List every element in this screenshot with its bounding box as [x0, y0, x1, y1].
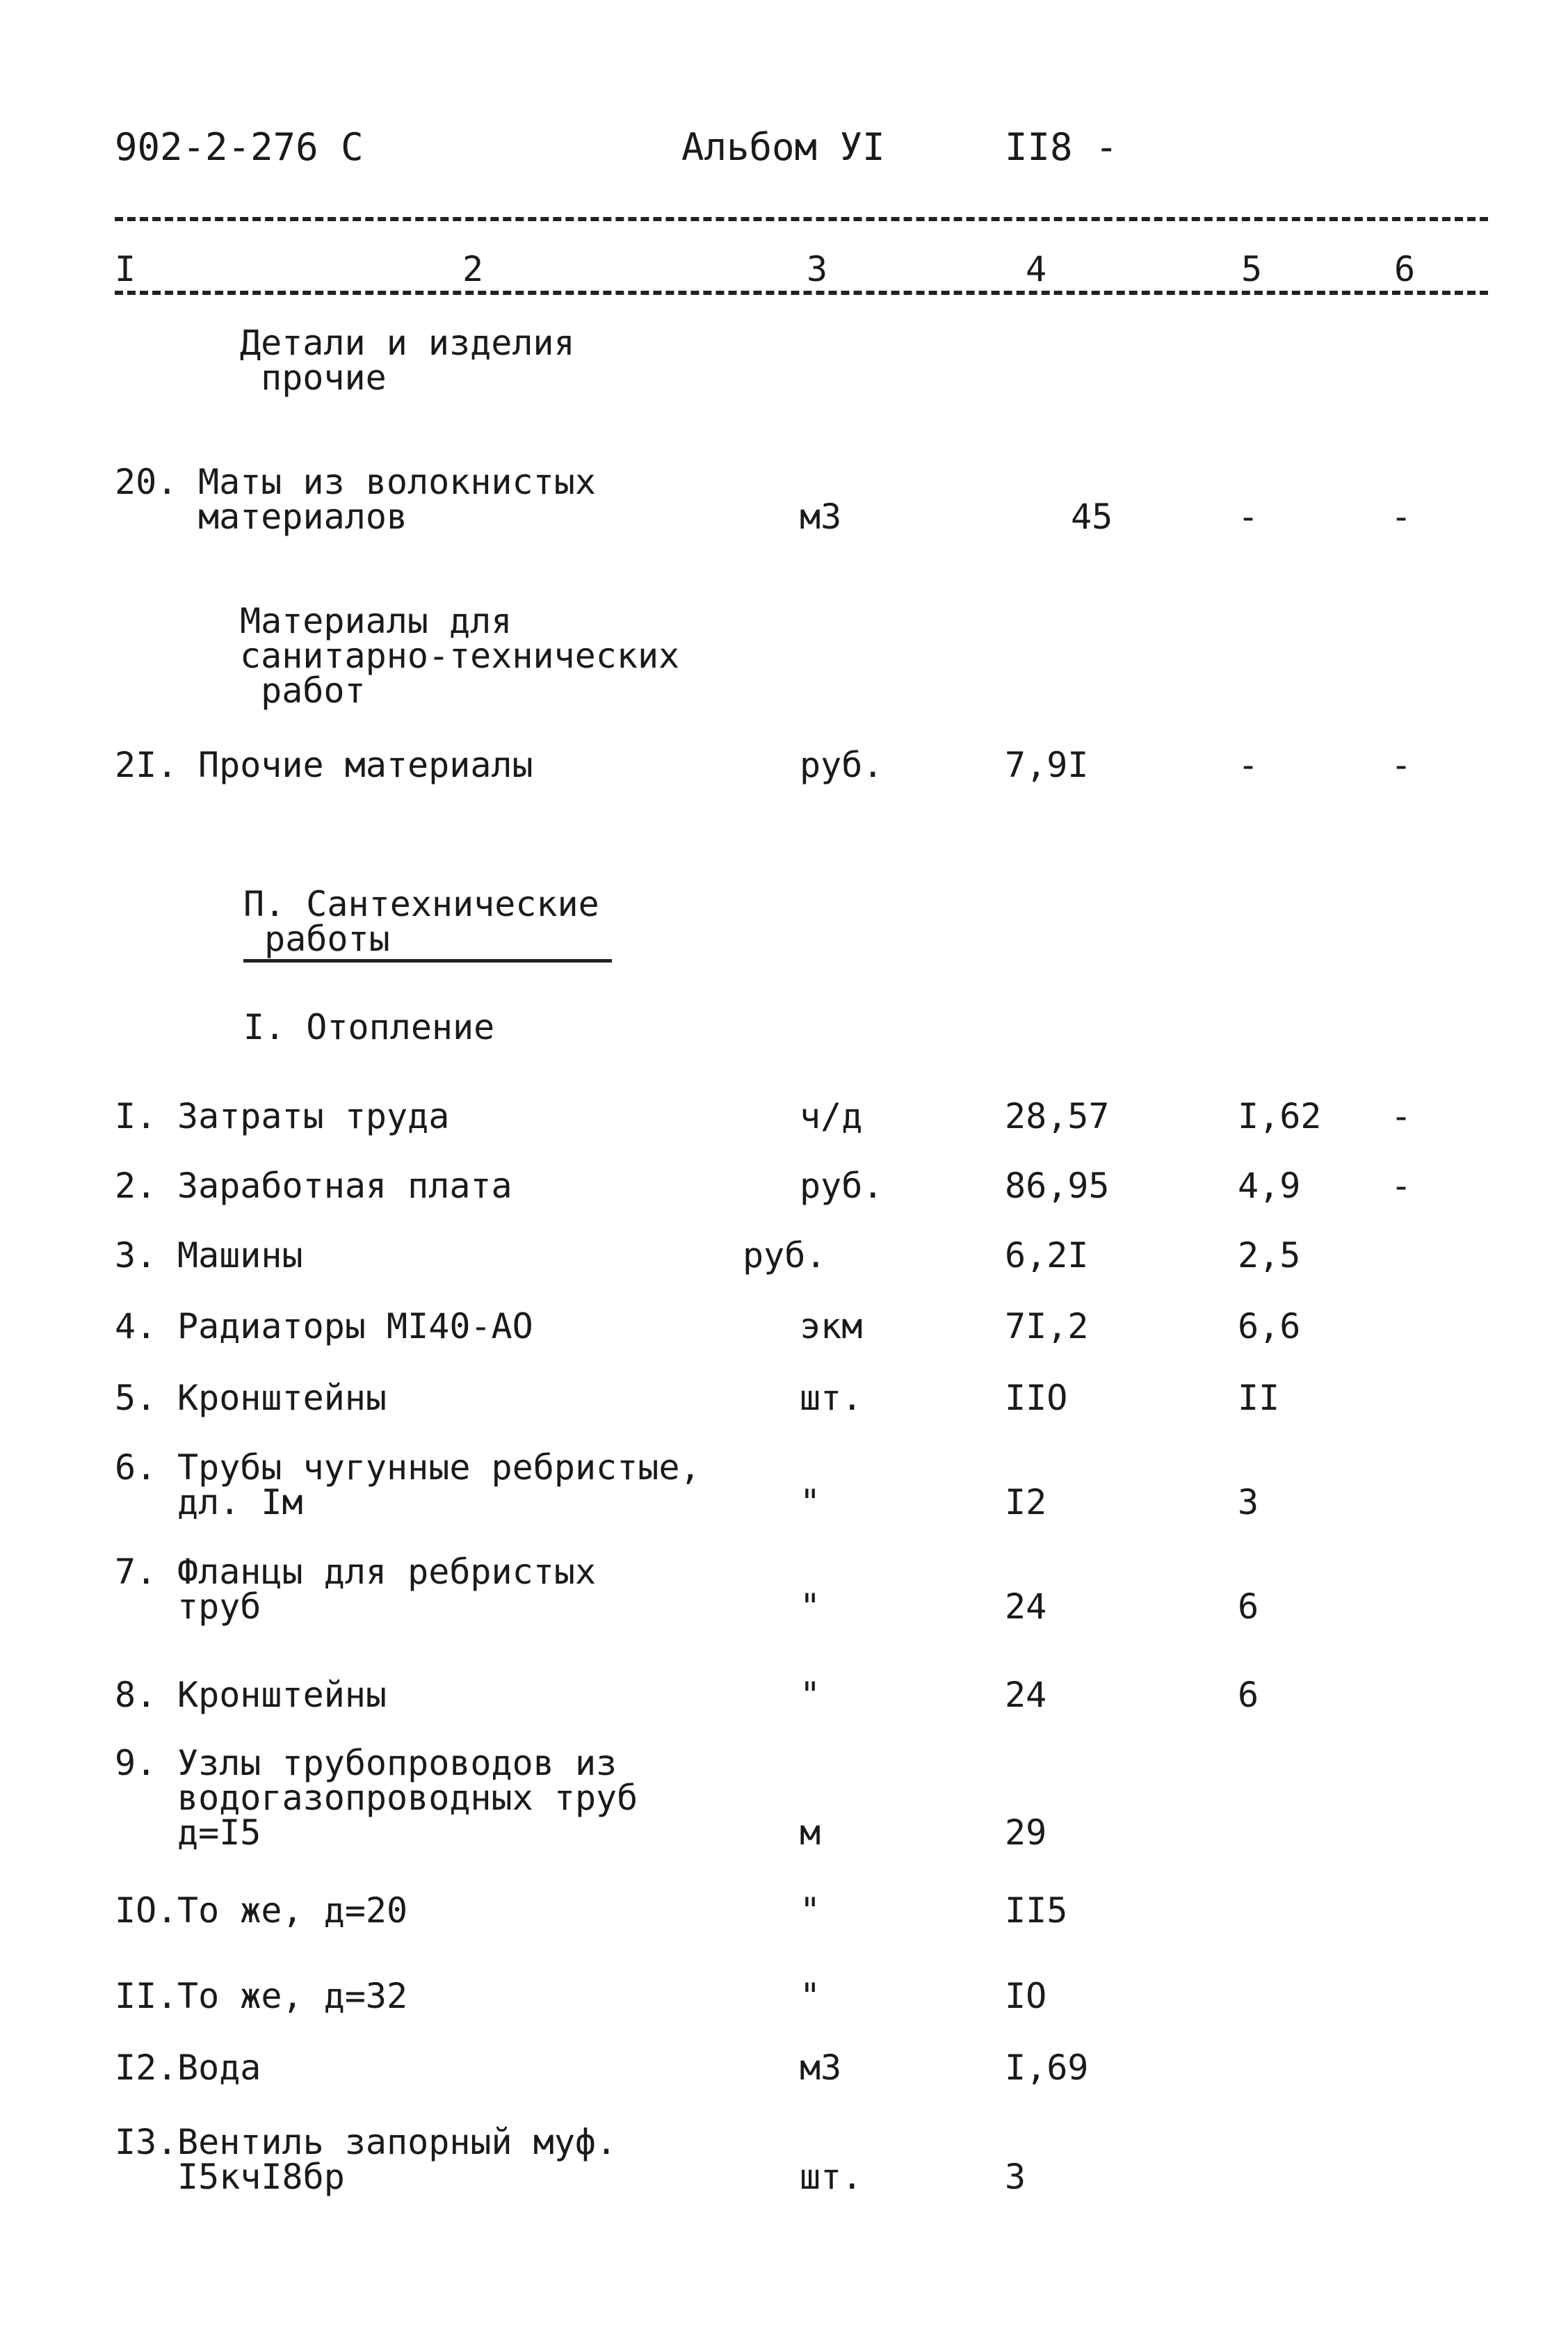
- column-number: 3: [807, 249, 828, 289]
- row-col4: 45: [1071, 497, 1113, 537]
- row-col4: II5: [1005, 1890, 1068, 1931]
- row-col4: 7I,2: [1005, 1306, 1089, 1346]
- row-number: I.: [115, 1096, 157, 1136]
- row-unit: руб.: [800, 745, 884, 785]
- row-col4: IО: [1005, 1976, 1047, 2016]
- row-number: 4.: [115, 1306, 157, 1346]
- row-col5: 6: [1238, 1675, 1259, 1715]
- row-unit: руб.: [743, 1235, 827, 1276]
- page-number: II8 -: [1005, 125, 1118, 169]
- section-heading-materials: Материалы для санитарно-технических работ: [240, 601, 680, 711]
- column-number: 6: [1394, 249, 1416, 289]
- row-unit: м: [800, 1812, 821, 1853]
- row-col5: 2,5: [1238, 1235, 1301, 1276]
- document-code: 902-2-276 С: [115, 125, 364, 169]
- row-unit: шт.: [800, 1378, 863, 1418]
- row-col5: 3: [1238, 1482, 1259, 1522]
- row-unit: м3: [800, 2048, 842, 2088]
- row-name: Вода: [177, 2048, 261, 2088]
- row-number: 5.: [115, 1378, 157, 1418]
- row-unit: ": [800, 1890, 821, 1931]
- row-name: То же, д=32: [177, 1976, 408, 2016]
- row-number: 9.: [115, 1743, 157, 1783]
- row-name: Прочие материалы: [198, 745, 533, 785]
- row-name: Маты из волокнистых материалов: [198, 462, 596, 537]
- row-unit: м3: [800, 497, 842, 537]
- row-name: Трубы чугунные ребристые, дл. Iм: [177, 1447, 701, 1522]
- row-unit: ": [800, 1675, 821, 1715]
- row-number: 7.: [115, 1552, 157, 1592]
- column-numbers-underline: [115, 291, 1488, 295]
- row-col4: 7,9I: [1005, 745, 1089, 785]
- section-heading-sanitary: П. Сантехнические работы: [243, 887, 612, 963]
- row-col4: I2: [1005, 1482, 1047, 1522]
- row-col5: 4,9: [1238, 1166, 1301, 1206]
- row-number: II.: [115, 1976, 178, 2016]
- row-col5: I,62: [1238, 1096, 1322, 1136]
- row-col5: II: [1238, 1378, 1280, 1418]
- row-number: I3.: [115, 2122, 178, 2162]
- row-number: IО.: [115, 1890, 178, 1931]
- row-number: 3.: [115, 1235, 157, 1276]
- row-name: Узлы трубопроводов из водогазопроводных труб д=I5: [177, 1743, 638, 1853]
- row-col4: IIО: [1005, 1378, 1068, 1418]
- row-col5: -: [1238, 745, 1259, 785]
- column-number: 4: [1026, 249, 1047, 289]
- row-name: Затраты труда: [177, 1096, 450, 1136]
- row-col6: -: [1391, 1096, 1412, 1136]
- row-col6: -: [1391, 497, 1412, 537]
- subsection-heading-heating: I. Отопление: [243, 1007, 495, 1047]
- row-unit: ": [800, 1586, 821, 1627]
- header-divider: [115, 217, 1488, 221]
- column-number: I: [115, 249, 136, 289]
- row-col4: 3: [1005, 2157, 1026, 2197]
- row-col4: 28,57: [1005, 1096, 1110, 1136]
- row-col5: 6,6: [1238, 1306, 1301, 1346]
- row-unit: шт.: [800, 2157, 863, 2197]
- row-unit: ч/д: [800, 1096, 863, 1136]
- row-number: 6.: [115, 1447, 157, 1488]
- row-col6: -: [1391, 745, 1412, 785]
- row-name: То же, д=20: [177, 1890, 408, 1931]
- row-name: Фланцы для ребристых труб: [177, 1552, 597, 1627]
- row-name: Кронштейны: [177, 1378, 387, 1418]
- row-unit: ": [800, 1482, 821, 1522]
- row-number: 2.: [115, 1166, 157, 1206]
- row-number: I2.: [115, 2048, 178, 2088]
- row-col4: 86,95: [1005, 1166, 1110, 1206]
- row-col4: 24: [1005, 1675, 1047, 1715]
- row-unit: руб.: [800, 1166, 884, 1206]
- row-name: Радиаторы МI40-АО: [177, 1306, 533, 1346]
- row-unit: экм: [800, 1306, 863, 1346]
- row-number: 2I.: [115, 745, 178, 785]
- row-unit: ": [800, 1976, 821, 2016]
- row-col4: I,69: [1005, 2048, 1089, 2088]
- row-col4: 24: [1005, 1586, 1047, 1627]
- section-heading-details: Детали и изделия прочие: [240, 323, 575, 398]
- row-col6: -: [1391, 1166, 1412, 1206]
- row-col5: 6: [1238, 1586, 1259, 1627]
- row-name: Машины: [177, 1235, 303, 1276]
- column-number: 2: [462, 249, 484, 289]
- row-name: Заработная плата: [177, 1166, 512, 1206]
- row-name: Вентиль запорный муф. I5кчI8бр: [177, 2122, 617, 2197]
- row-number: 20.: [115, 462, 178, 502]
- column-number: 5: [1241, 249, 1263, 289]
- row-col4: 6,2I: [1005, 1235, 1089, 1276]
- row-number: 8.: [115, 1675, 157, 1715]
- row-name: Кронштейны: [177, 1675, 387, 1715]
- row-col4: 29: [1005, 1812, 1047, 1853]
- album-label: Альбом УI: [681, 125, 885, 169]
- row-col5: -: [1238, 497, 1259, 537]
